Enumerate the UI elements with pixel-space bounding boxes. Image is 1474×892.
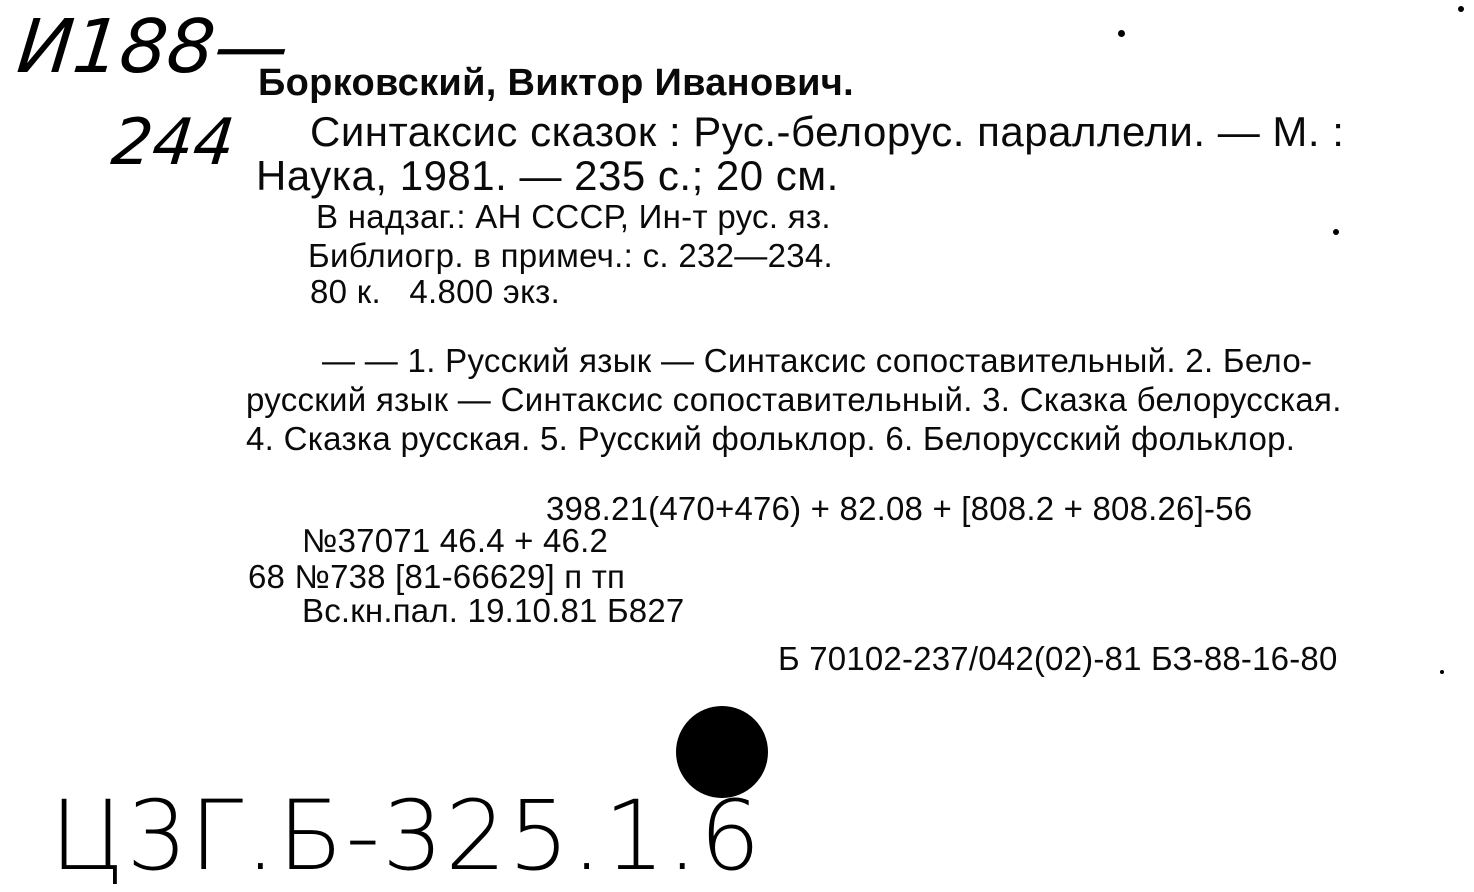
- handwritten-call-number-line1: И188—: [13, 4, 294, 90]
- handwritten-shelf-mark: Ц3Г.Б-325.1.6: [50, 780, 763, 892]
- subject-headings-line-3: 4. Сказка русская. 5. Русский фольклор. 6. Белорусский фольклор.: [246, 420, 1296, 457]
- speck-mark: [1118, 30, 1125, 37]
- author-heading: Борковский, Виктор Иванович.: [258, 62, 854, 104]
- speck-mark: [1333, 229, 1339, 235]
- speck-mark: [1440, 670, 1444, 674]
- speck-mark: [1458, 6, 1464, 12]
- bbk-number: №37071 46.4 + 46.2: [302, 522, 608, 559]
- publication-index: Б 70102-237/042(02)-81 БЗ-88-16-80: [778, 640, 1338, 677]
- note-bibliography: Библиогр. в примеч.: с. 232—234.: [308, 237, 833, 274]
- title-line-1: Синтаксис сказок : Рус.-белорус. параллели. — М. :: [310, 108, 1345, 155]
- record-number: 68 №738 [81-66629] п тп: [248, 558, 626, 595]
- title-line-2: Наука, 1981. — 235 с.; 20 см.: [256, 152, 839, 199]
- book-chamber-record: Вс.кн.пал. 19.10.81 Б827: [302, 592, 685, 629]
- note-issuer: В надзаг.: АН СССР, Ин-т рус. яз.: [316, 198, 831, 235]
- handwritten-call-number-line2: 244: [108, 106, 239, 180]
- price-and-print-run: 80 к. 4.800 экз.: [310, 273, 561, 310]
- subject-headings-line-1: — — 1. Русский язык — Синтаксис сопоставительный. 2. Бело-: [322, 342, 1313, 379]
- subject-headings-line-2: русский язык — Синтаксис сопоставительный. 3. Сказка белорусская.: [246, 381, 1342, 418]
- udc-classification: 398.21(470+476) + 82.08 + [808.2 + 808.26]-56: [546, 490, 1253, 527]
